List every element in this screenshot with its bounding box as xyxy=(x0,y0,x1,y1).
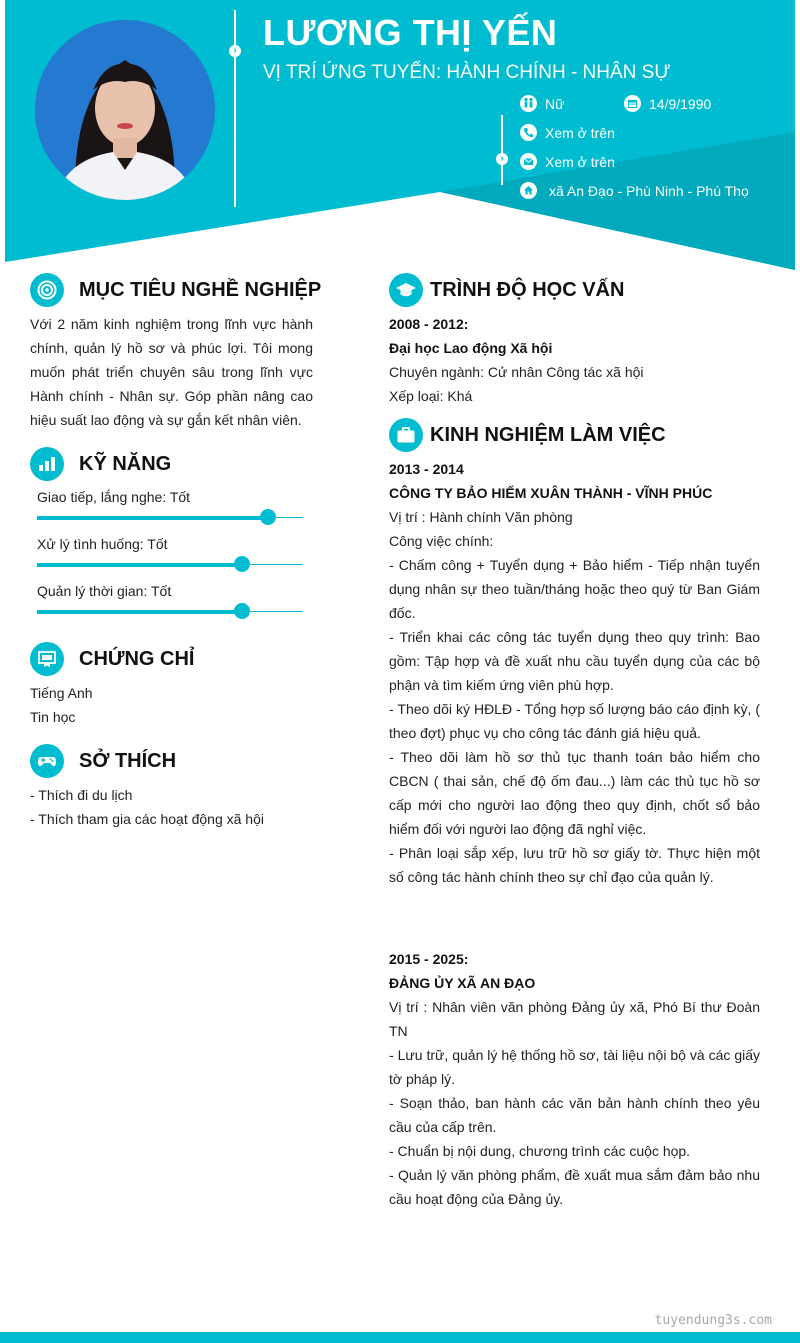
email-info xyxy=(520,153,615,170)
footer-bar xyxy=(0,1332,800,1343)
bar-chart-icon xyxy=(30,447,64,481)
objective-heading xyxy=(30,273,321,307)
header-timeline-node-icon: › xyxy=(229,45,241,57)
job-detail: - Chấm công + Tuyển dụng + Bảo hiểm - Tiếp nhận tuyển dụng nhân sự theo tuần/tháng hoặc theo quý từ Ban Giám đốc. xyxy=(389,557,760,621)
job-entry-2 xyxy=(389,947,760,1211)
target-icon xyxy=(30,273,64,307)
gender-icon xyxy=(520,95,537,112)
education-major: Chuyên ngành: Cử nhân Công tác xã hội xyxy=(389,364,644,380)
education-grade: Xếp loại: Khá xyxy=(389,388,473,404)
certificates-title: CHỨNG CHỈ xyxy=(79,647,195,670)
header-timeline-line xyxy=(234,10,236,207)
watermark: tuyendung3s.com xyxy=(654,1313,772,1328)
skill-level-bar xyxy=(37,516,268,520)
objective-text: Với 2 năm kinh nghiệm trong lĩnh vực hành chính, quản lý hồ sơ và phúc lợi. Tôi mong muốn phát triển chuyên sâu trong lĩnh vực Hành chính - Nhân sự. Góp phần nâng cao hiệu suất lao động và sự gắn kết nhân viên. xyxy=(30,316,313,428)
hobby-item: - Thích tham gia các hoạt động xã hội xyxy=(30,811,264,827)
hobbies-title: SỞ THÍCH xyxy=(79,749,177,772)
calendar-icon xyxy=(624,95,641,112)
certificate-item: Tiếng Anh xyxy=(30,685,93,701)
gender-info xyxy=(520,95,564,112)
birthday-text: 14/9/1990 xyxy=(649,95,712,112)
phone-text: Xem ở trên xyxy=(545,124,615,141)
skill-level-knob xyxy=(234,556,250,572)
applied-position: VỊ TRÍ ỨNG TUYỂN: HÀNH CHÍNH - NHÂN SỰ xyxy=(263,62,671,83)
skill-label: Quản lý thời gian: Tốt xyxy=(37,583,172,599)
graduation-cap-icon xyxy=(389,273,423,307)
job-entry-1 xyxy=(389,457,760,889)
job-period: 2013 - 2014 xyxy=(389,461,464,477)
skill-level-knob xyxy=(234,603,250,619)
experience-heading xyxy=(389,418,666,452)
job-detail: - Chuẩn bị nội dung, chương trình các cuộc họp. xyxy=(389,1143,691,1159)
skills-heading xyxy=(30,447,171,481)
email-icon xyxy=(520,153,537,170)
gender-text: Nữ xyxy=(545,95,565,112)
hobbies-heading xyxy=(30,744,176,778)
job-period: 2015 - 2025: xyxy=(389,951,469,967)
briefcase-icon xyxy=(389,418,423,452)
avatar-photo xyxy=(35,20,215,200)
education-period: 2008 - 2012: xyxy=(389,316,469,332)
education-heading xyxy=(389,273,624,307)
skill-level-bar xyxy=(37,563,242,567)
certificate-item: Tin học xyxy=(30,709,76,725)
job-detail: Vị trí : Hành chính Văn phòng xyxy=(389,509,573,525)
info-timeline-node-icon: › xyxy=(496,153,508,165)
job-detail: - Lưu trữ, quản lý hệ thống hồ sơ, tài liệu nội bộ và các giấy tờ pháp lý. xyxy=(389,1047,760,1087)
email-text: Xem ở trên xyxy=(545,153,615,170)
job-detail: Vị trí : Nhân viên văn phòng Đảng ủy xã, Phó Bí thư Đoàn TN xyxy=(389,999,760,1039)
objective-title: MỤC TIÊU NGHỀ NGHIỆP xyxy=(79,278,322,301)
job-detail: - Quản lý văn phòng phẩm, đề xuất mua sắm đảm bảo nhu cầu hoạt động của Đảng ủy. xyxy=(389,1167,760,1207)
skill-label: Xử lý tình huống: Tốt xyxy=(37,536,168,552)
candidate-name: LƯƠNG THỊ YẾN xyxy=(263,12,558,53)
skills-title: KỸ NĂNG xyxy=(79,452,172,475)
phone-info xyxy=(520,124,615,141)
job-detail: - Soạn thảo, ban hành các văn bản hành chính theo yêu cầu của cấp trên. xyxy=(389,1095,760,1135)
hobby-item: - Thích đi du lịch xyxy=(30,787,133,803)
home-icon xyxy=(520,182,537,199)
certificates-heading xyxy=(30,642,194,676)
job-detail: Công việc chính: xyxy=(389,533,494,549)
job-detail: - Phân loại sắp xếp, lưu trữ hồ sơ giấy tờ. Thực hiện một số công tác hành chính theo sự chỉ đạo của quản lý. xyxy=(389,845,760,885)
skill-label: Giao tiếp, lắng nghe: Tốt xyxy=(37,489,191,505)
certificate-icon xyxy=(30,642,64,676)
job-company: ĐẢNG ỦY XÃ AN ĐẠO xyxy=(389,975,536,991)
experience-title: KINH NGHIỆM LÀM VIỆC xyxy=(430,423,666,446)
phone-icon xyxy=(520,124,537,141)
job-detail: - Theo dõi ký HĐLĐ - Tổng hợp số lượng báo cáo định kỳ, ( theo đợt) phục vụ cho công tác đánh giá hiệu quả. xyxy=(389,701,760,741)
job-detail: - Triển khai các công tác tuyển dụng theo quy trình: Bao gồm: Tập hợp và đề xuất nhu cầu tuyển dụng của các bộ phận và tìm kiếm ứng viên phù hợp. xyxy=(389,629,760,693)
birthday-info xyxy=(624,95,711,112)
education-title: TRÌNH ĐỘ HỌC VẤN xyxy=(430,278,625,301)
address-text: xã An Đạo - Phù Ninh - Phú Thọ xyxy=(549,182,749,199)
skill-level-knob xyxy=(260,509,276,525)
skill-level-bar xyxy=(37,610,242,614)
job-company: CÔNG TY BẢO HIỂM XUÂN THÀNH - VĨNH PHÚC xyxy=(389,485,713,501)
address-info xyxy=(520,182,749,199)
job-detail: - Theo dõi làm hồ sơ thủ tục thanh toán bảo hiểm cho CBCN ( thai sản, chế độ ốm đau...) làm các thủ tục hồ sơ cấp mới cho người lao động theo quy định, chốt sổ bảo hiểm đối với người lao động đã nghỉ việc. xyxy=(389,749,760,837)
education-school: Đại học Lao động Xã hội xyxy=(389,340,553,356)
info-timeline-line xyxy=(501,115,503,185)
gamepad-icon xyxy=(30,744,64,778)
